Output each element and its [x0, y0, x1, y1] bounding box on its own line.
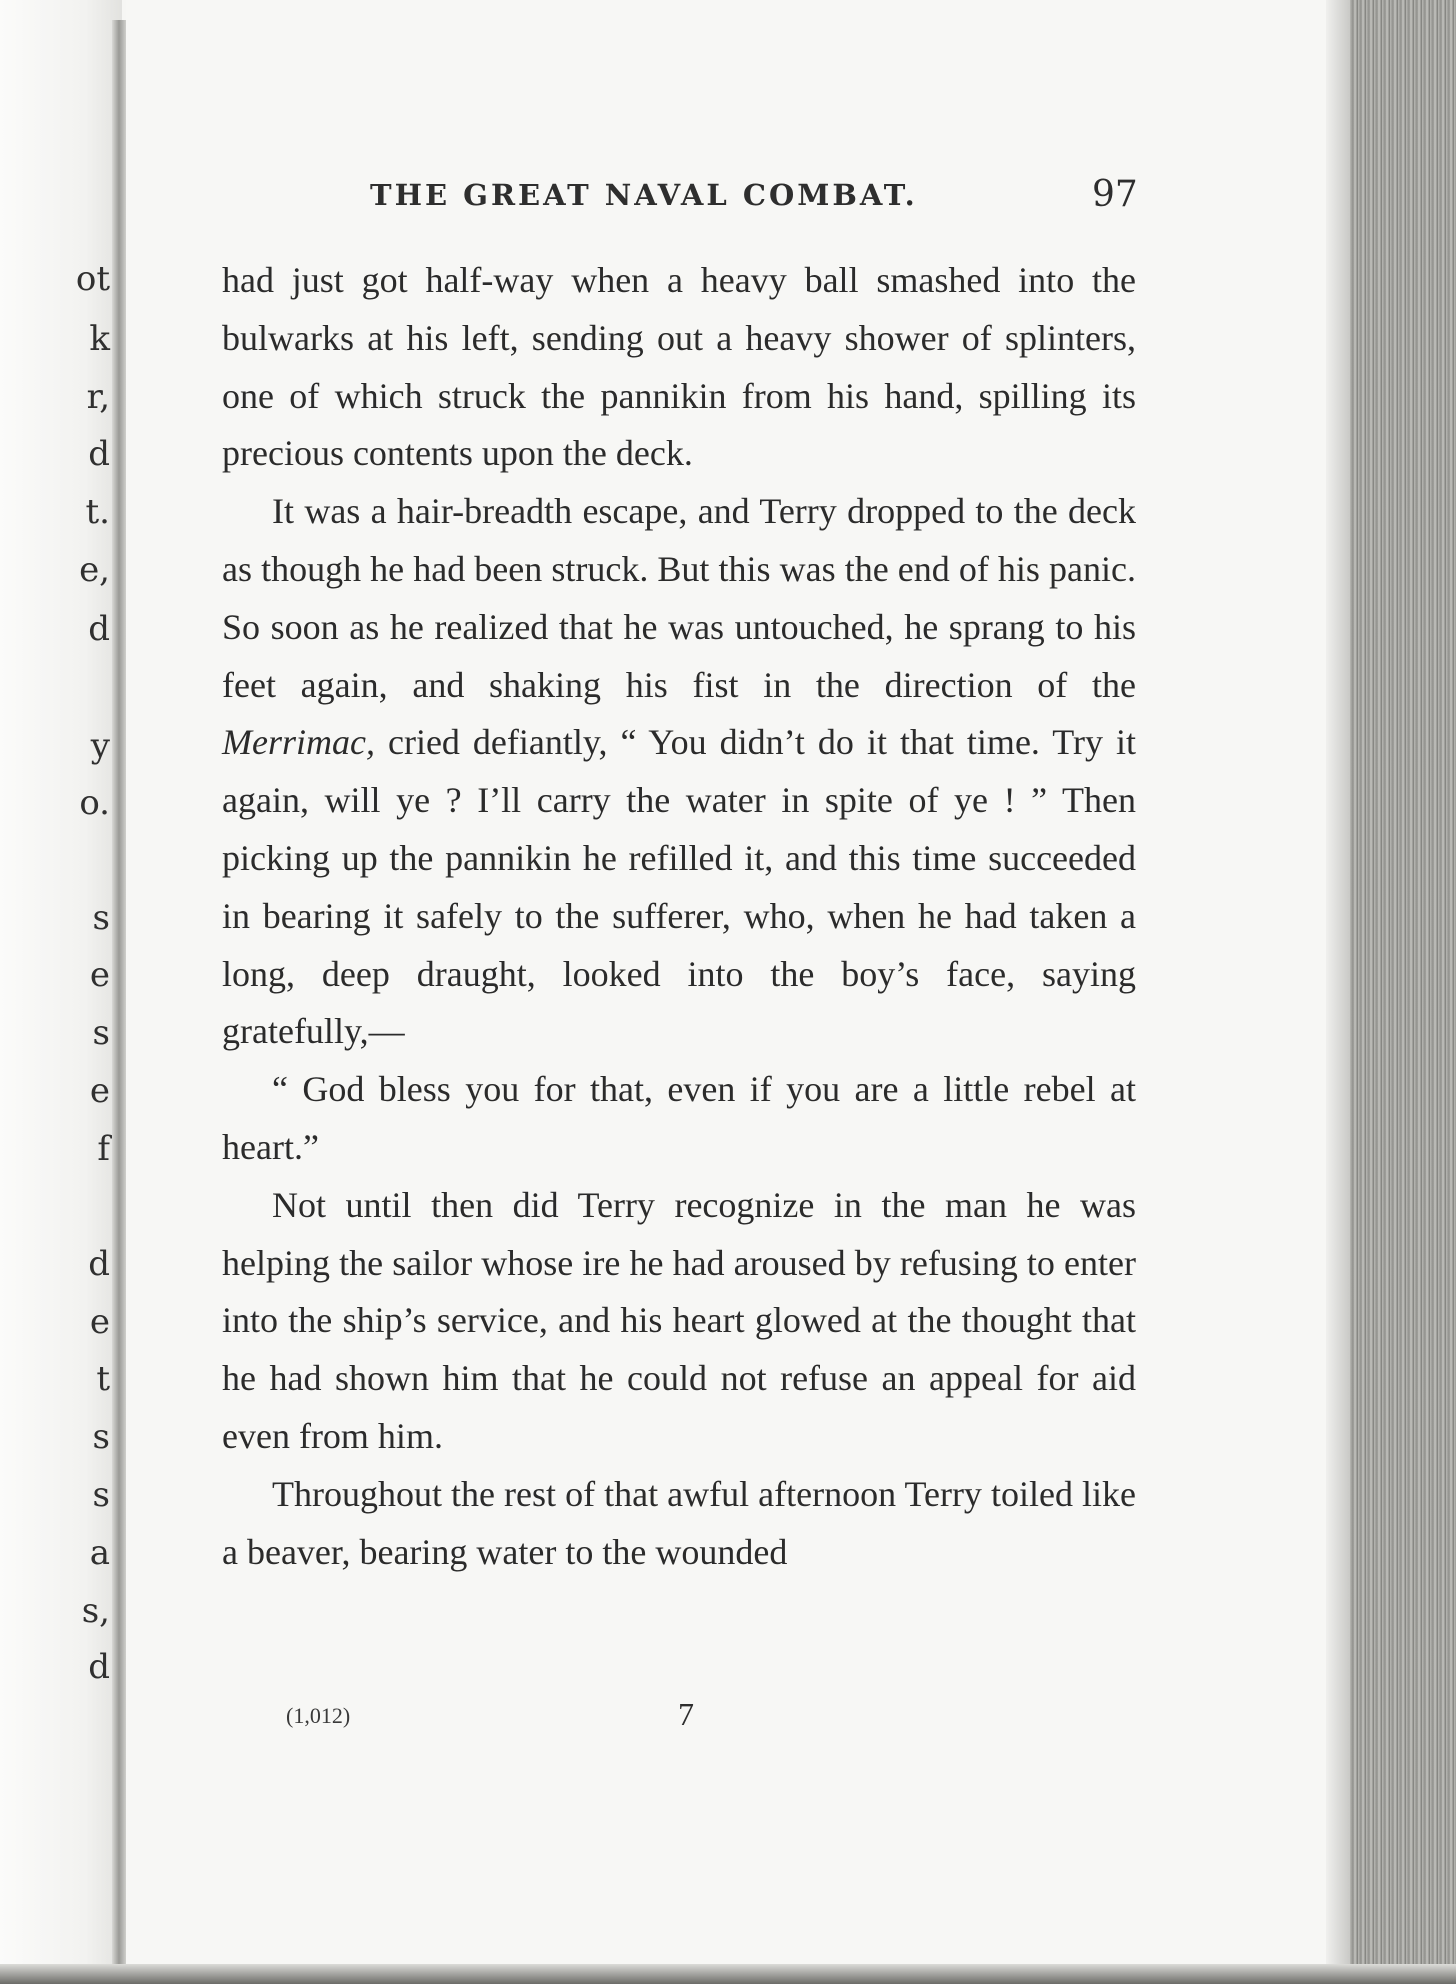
book-gutter — [112, 20, 126, 1970]
page-stack-edge — [1350, 0, 1456, 1984]
signature-mark: 7 — [678, 1696, 694, 1732]
left-fragment: s — [92, 1417, 110, 1457]
left-fragment: e — [89, 1302, 110, 1342]
left-fragment: f — [97, 1129, 110, 1169]
left-fragment: s, — [81, 1591, 110, 1631]
paragraph-text: cried defiantly, “ You didn’t do it that time. Try it again, will ye ? I’ll carry the water in spite of ye ! ” Then picking up the pannikin he refilled it, and this time succeeded in bearing it safely to the sufferer, who, when he had taken a long, deep draught, looked into the boy’s face, saying gratefully,— — [222, 722, 1136, 1052]
scan-bottom-edge — [0, 1964, 1456, 1984]
page-number: 97 — [1092, 174, 1138, 215]
left-fragment: t. — [85, 492, 110, 532]
left-fragment: a — [89, 1533, 110, 1573]
left-fragment: t — [96, 1359, 110, 1399]
left-fragment: o. — [79, 783, 110, 823]
left-fragment: e — [89, 955, 110, 995]
ship-name: Merrimac, — [222, 722, 375, 763]
left-fragment: ot — [75, 259, 110, 299]
left-fragment: s — [92, 1475, 110, 1515]
paragraph: Throughout the rest of that awful afternoon Terry toiled like a beaver, bearing water to the wounded — [222, 1473, 1136, 1572]
left-fragment: d — [88, 434, 110, 474]
printer-mark: (1,012) — [286, 1703, 351, 1728]
left-fragment: s — [92, 1013, 110, 1053]
left-facing-page — [0, 0, 122, 1984]
left-fragment: d — [88, 1647, 110, 1687]
paragraph: Not until then did Terry recognize in the man he was helping the sailor whose ire he had aroused by refusing to enter into the ship’s service, and his heart glowed at the thought that he had shown him that he could not refuse an appeal for aid even from him. — [222, 1184, 1136, 1456]
body-text — [222, 252, 1136, 1581]
paragraph-text: It was a hair-breadth escape, and Terry dropped to the deck as though he had been struck. But this was the end of his panic. So soon as he realized that he was untouched, he sprang to his feet again, and shaking his fist in the direction of the — [222, 491, 1136, 705]
paragraph — [222, 483, 1136, 1061]
left-fragment: e, — [79, 550, 110, 590]
left-fragment: d — [88, 609, 110, 649]
left-fragment: y — [90, 726, 110, 766]
left-fragment: e — [89, 1071, 110, 1111]
running-header: THE GREAT NAVAL COMBAT. — [370, 178, 918, 212]
paragraph: had just got half-way when a heavy ball smashed into the bulwarks at his left, sending out a heavy shower of splinters, one of which struck the pannikin from his hand, spilling its precious contents upon the deck. — [222, 260, 1136, 474]
left-fragment: r, — [86, 377, 110, 417]
left-fragment: s — [92, 898, 110, 938]
left-fragment: d — [88, 1244, 110, 1284]
left-fragment: k — [89, 319, 110, 359]
page-edge-shadow — [1326, 0, 1350, 1984]
paragraph: “ God bless you for that, even if you are a little rebel at heart.” — [222, 1069, 1136, 1167]
